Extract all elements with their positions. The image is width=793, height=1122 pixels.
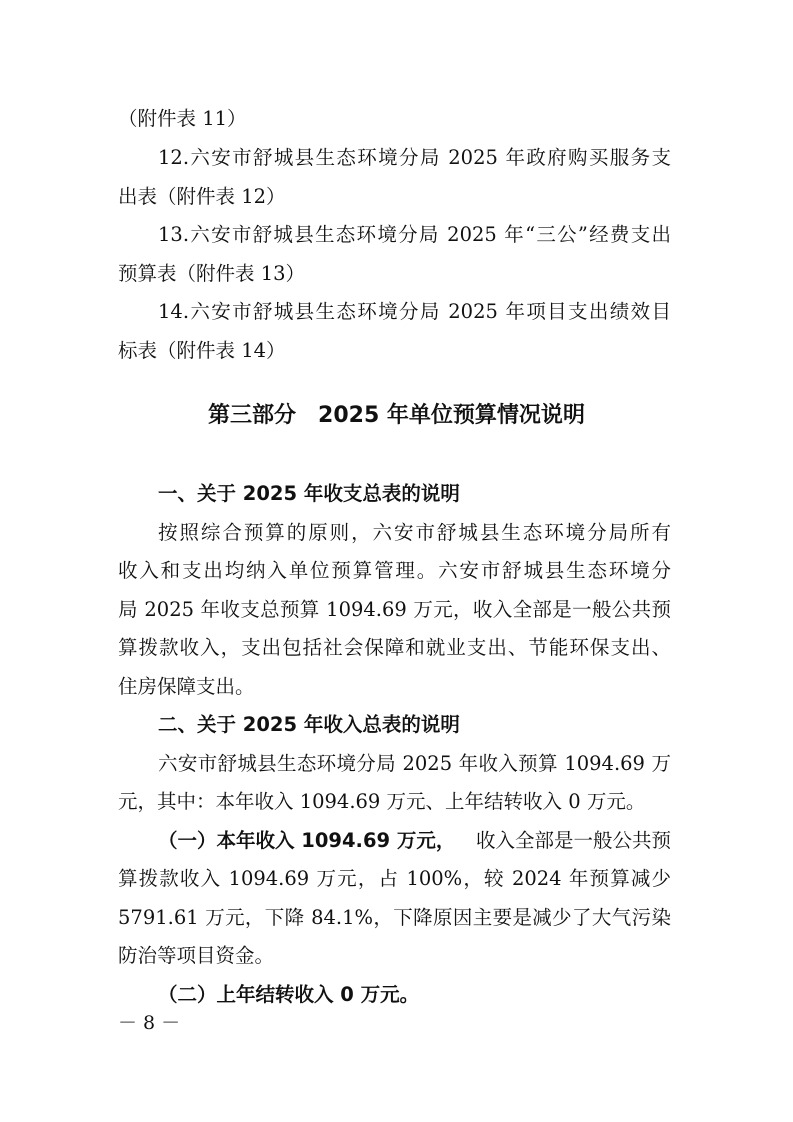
s2-sub1-rest: 收入全部是一般公共预 [475,829,671,852]
s2-sub1-line-3: 5791.61 万元，下降 84.1%，下降原因主要是减少了大气污染 [118,906,671,929]
s2-sub2: （二）上年结转收入 0 万元。 [158,983,420,1006]
s1-para-line-3: 局 2025 年收支总预算 1094.69 万元，收入全部是一般公共预 [118,598,671,621]
s1-para-line-1: 按照综合预算的原则，六安市舒城县生态环境分局所有 [158,521,671,544]
s2-sub1-line-1 [158,826,671,856]
s2-sub1-line-2: 算拨款收入 1094.69 万元，占 100%，较 2024 年预算减少 [118,867,671,890]
line-item-14-cont: 标表（附件表 14） [118,339,286,362]
s2-para-line-1: 六安市舒城县生态环境分局 2025 年收入预算 1094.69 万 [158,752,671,775]
s1-para-line-5: 住房保障支出。 [118,675,255,698]
s1-para-line-4: 算拨款收入，支出包括社会保障和就业支出、节能环保支出、 [118,636,671,659]
section-title: 第三部分 2025 年单位预算情况说明 [208,403,585,428]
s2-sub1-line-4: 防治等项目资金。 [118,944,275,967]
line-item-14: 14.六安市舒城县生态环境分局 2025 年项目支出绩效目 [158,300,671,323]
line-item-13: 13.六安市舒城县生态环境分局 2025 年“三公”经费支出 [158,223,671,246]
line-item-12-cont: 出表（附件表 12） [118,185,286,208]
line-item-13-cont: 预算表（附件表 13） [118,262,306,285]
s1-heading: 一、关于 2025 年收支总表的说明 [158,482,460,505]
s2-sub1-bold: （一）本年收入 1094.69 万元， [158,829,456,852]
s1-para-line-2: 收入和支出均纳入单位预算管理。六安市舒城县生态环境分 [118,559,671,582]
s2-heading: 二、关于 2025 年收入总表的说明 [158,713,460,736]
line-item-12: 12.六安市舒城县生态环境分局 2025 年政府购买服务支 [158,146,671,169]
s2-para-line-2: 元，其中：本年收入 1094.69 万元、上年结转收入 0 万元。 [118,790,646,813]
page-number: － 8 － [118,1012,181,1034]
line-annex-11-cont: （附件表 11） [118,107,247,130]
